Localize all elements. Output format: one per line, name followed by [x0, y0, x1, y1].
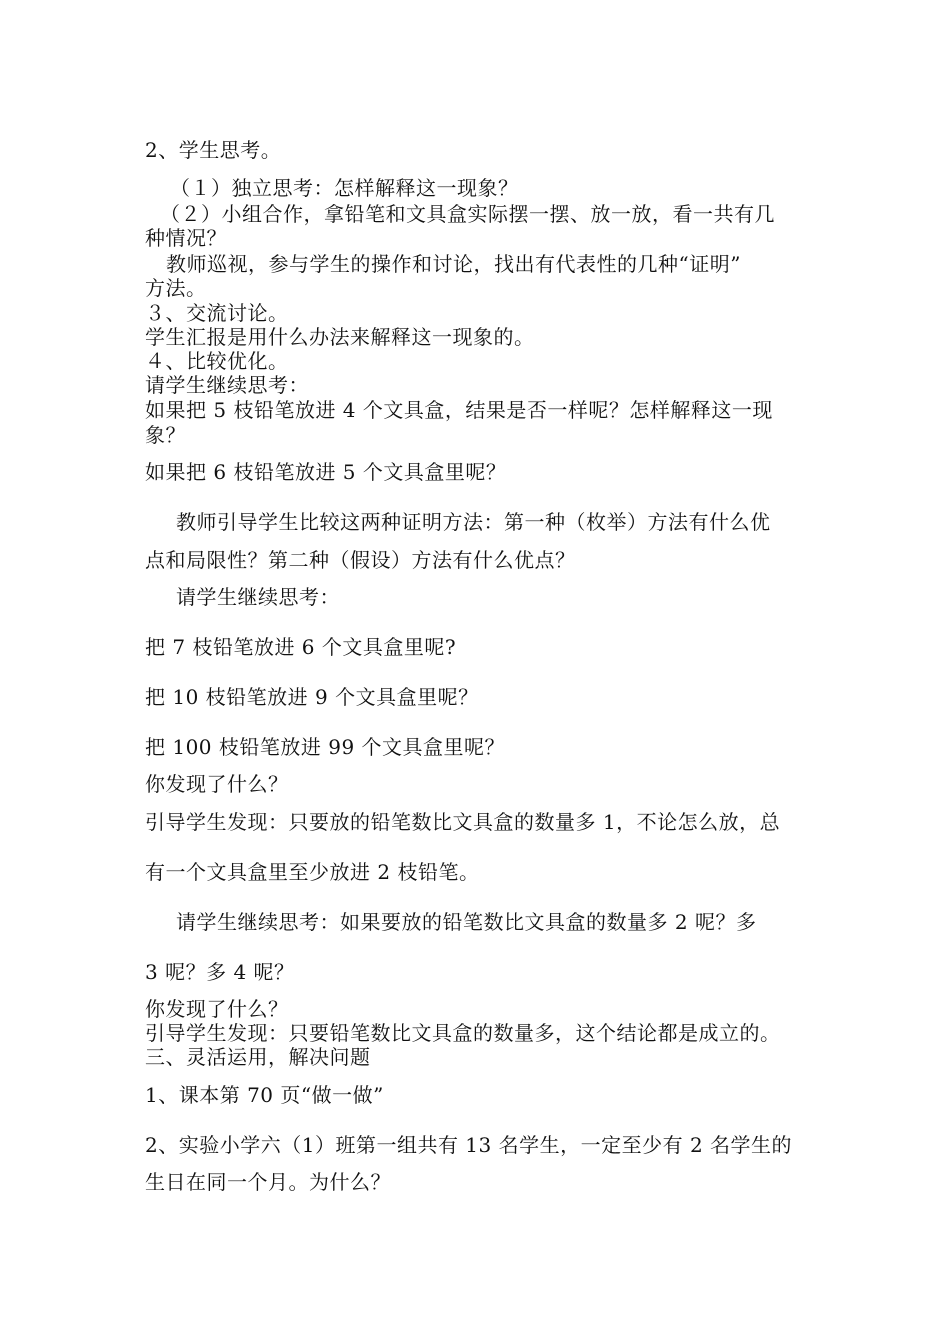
- sub-item-2-line-2: 种情况？: [145, 226, 227, 250]
- section-3-heading: 三、灵活运用，解决问题: [145, 1045, 371, 1069]
- conclusion-2: 引导学生发现：只要铅笔数比文具盒的数量多，这个结论都是成立的。: [145, 1021, 781, 1045]
- step-4-heading: ４、比较优化。: [145, 349, 289, 373]
- exercise-1: 1、课本第 70 页“做一做”: [145, 1083, 384, 1107]
- sub-item-1: （１）独立思考：怎样解释这一现象？: [170, 176, 519, 200]
- exercise-2-line-2: 生日在同一个月。为什么？: [145, 1170, 391, 1194]
- question-100-99: 把 100 枝铅笔放进 99 个文具盒里呢？: [145, 735, 506, 759]
- teacher-tour-line-2: 方法。: [145, 276, 207, 300]
- compare-methods-line-2: 点和局限性？第二种（假设）方法有什么优点？: [145, 548, 576, 572]
- question-10-9: 把 10 枝铅笔放进 9 个文具盒里呢？: [145, 685, 479, 709]
- student-report: 学生汇报是用什么办法来解释这一现象的。: [145, 325, 535, 349]
- conclusion-1-line-2: 有一个文具盒里至少放进 2 枝铅笔。: [145, 860, 480, 884]
- question-5-4-line-2: 象？: [145, 423, 186, 447]
- conclusion-1-line-1: 引导学生发现：只要放的铅笔数比文具盒的数量多 1，不论怎么放，总: [145, 810, 781, 834]
- question-7-6: 把 7 枝铅笔放进 6 个文具盒里呢?: [145, 635, 457, 659]
- exercise-2-line-1: 2、实验小学六（1）班第一组共有 13 名学生，一定至少有 2 名学生的: [145, 1133, 793, 1157]
- continue-thinking-1: 请学生继续思考：: [145, 373, 309, 397]
- teacher-tour-line-1: 教师巡视，参与学生的操作和讨论，找出有代表性的几种“证明”: [166, 252, 741, 276]
- continue-thinking-2: 请学生继续思考：: [176, 585, 340, 609]
- question-6-5: 如果把 6 枝铅笔放进 5 个文具盒里呢？: [145, 460, 507, 484]
- what-found-2: 你发现了什么？: [145, 997, 289, 1021]
- what-found-1: 你发现了什么？: [145, 772, 289, 796]
- step-3-heading: ３、交流讨论。: [145, 301, 289, 325]
- step-2-heading: 2、学生思考。: [145, 138, 282, 162]
- continue-thinking-3-line-2: 3 呢？多 4 呢？: [145, 960, 295, 984]
- continue-thinking-3-line-1: 请学生继续思考：如果要放的铅笔数比文具盒的数量多 2 呢？多: [176, 910, 757, 934]
- sub-item-2-line-1: （２）小组合作，拿铅笔和文具盒实际摆一摆、放一放，看一共有几: [160, 202, 775, 226]
- compare-methods-line-1: 教师引导学生比较这两种证明方法：第一种（枚举）方法有什么优: [176, 510, 771, 534]
- question-5-4-line-1: 如果把 5 枝铅笔放进 4 个文具盒，结果是否一样呢？怎样解释这一现: [145, 398, 773, 422]
